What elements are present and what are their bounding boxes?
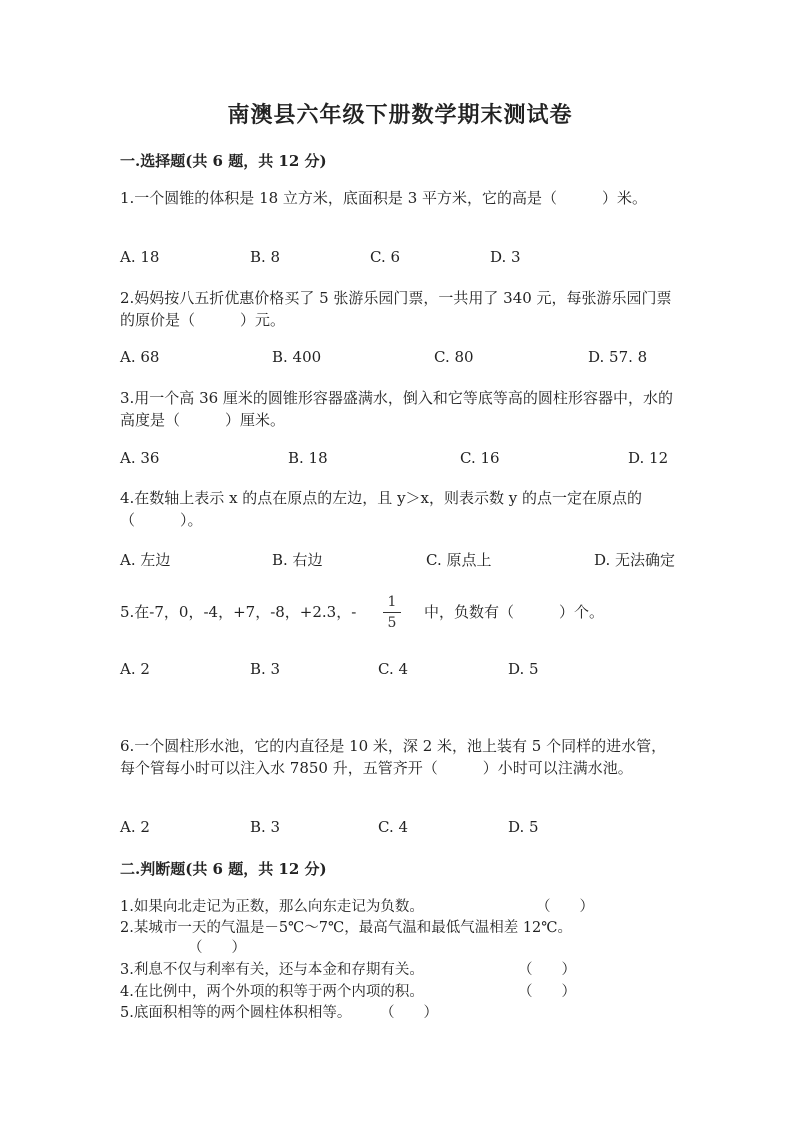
section-heading-judgment: 二.判断题(共 6 题，共 12 分) xyxy=(120,860,327,878)
option-b: B. 3 xyxy=(250,818,281,836)
judgment-item-2: 2.某城市一天的气温是－5℃～7℃，最高气温和最低气温相差 12℃。 xyxy=(120,920,573,936)
option-a: A. 2 xyxy=(120,818,150,836)
option-b: B. 右边 xyxy=(272,551,323,569)
answer-parentheses: （ ） xyxy=(518,962,576,978)
option-d: D. 5 xyxy=(508,818,539,836)
option-c: C. 4 xyxy=(378,660,409,678)
answer-parentheses: （ ） xyxy=(518,984,576,1000)
question-2-options xyxy=(120,348,680,370)
judgment-item-4: 4.在比例中，两个外项的积等于两个内项的积。 xyxy=(120,984,424,1000)
option-d: D. 12 xyxy=(628,449,669,467)
question-5-options xyxy=(120,660,680,682)
answer-parentheses: （ ） xyxy=(188,940,246,956)
fraction-denominator: 5 xyxy=(387,615,397,631)
option-c: C. 80 xyxy=(434,348,474,366)
answer-parentheses: （ ） xyxy=(536,899,594,915)
option-c: C. 16 xyxy=(460,449,500,467)
judgment-item-1: 1.如果向北走记为正数，那么向东走记为负数。 xyxy=(120,899,424,915)
option-d: D. 无法确定 xyxy=(594,551,676,569)
option-c: C. 原点上 xyxy=(426,551,492,569)
option-a: A. 2 xyxy=(120,660,150,678)
judgment-item-5: 5.底面积相等的两个圆柱体积相等。 xyxy=(120,1005,352,1021)
question-5-text-before: 5.在-7，0，-4，+7，-8，+2.3，- xyxy=(120,603,357,621)
option-c: C. 4 xyxy=(378,818,409,836)
fraction-bar xyxy=(383,612,401,613)
option-a: A. 18 xyxy=(120,248,160,266)
section-heading-choice: 一.选择题(共 6 题，共 12 分) xyxy=(120,152,327,170)
question-5-text-after: 中，负数有（ ）个。 xyxy=(424,603,605,621)
option-a: A. 36 xyxy=(120,449,160,467)
question-4-options xyxy=(120,549,680,571)
option-b: B. 3 xyxy=(250,660,281,678)
option-b: B. 8 xyxy=(250,248,281,266)
option-d: D. 3 xyxy=(490,248,521,266)
question-4: 4.在数轴上表示 x 的点在原点的左边，且 y＞x，则表示数 y 的点一定在原点的（ ）。 xyxy=(120,489,643,529)
option-a: A. 68 xyxy=(120,348,160,366)
page-title: 南澳县六年级下册数学期末测试卷 xyxy=(227,102,573,128)
question-6: 6.一个圆柱形水池，它的内直径是 10 米，深 2 米，池上装有 5 个同样的进水管，每个管每小时可以注入水 7850 升，五管齐开（ ）小时可以注满水池。 xyxy=(120,737,667,777)
option-c: C. 6 xyxy=(370,248,401,266)
fraction-one-fifth xyxy=(380,594,404,631)
question-6-options xyxy=(120,818,680,840)
option-b: B. 400 xyxy=(272,348,322,366)
question-1-options xyxy=(120,248,680,270)
answer-parentheses: （ ） xyxy=(380,1005,438,1021)
option-a: A. 左边 xyxy=(120,551,171,569)
question-1: 1.一个圆锥的体积是 18 立方米，底面积是 3 平方米，它的高是（ ）米。 xyxy=(120,189,648,207)
question-2: 2.妈妈按八五折优惠价格买了 5 张游乐园门票，一共用了 340 元，每张游乐园门票的原价是（ ）元。 xyxy=(120,289,672,329)
judgment-item-3: 3.利息不仅与利率有关，还与本金和存期有关。 xyxy=(120,962,424,978)
option-b: B. 18 xyxy=(288,449,328,467)
fraction-numerator: 1 xyxy=(387,594,397,610)
question-3-options xyxy=(120,449,680,471)
question-3: 3.用一个高 36 厘米的圆锥形容器盛满水，倒入和它等底等高的圆柱形容器中，水的高度是（ ）厘米。 xyxy=(120,389,673,429)
option-d: D. 57. 8 xyxy=(588,348,648,366)
option-d: D. 5 xyxy=(508,660,539,678)
